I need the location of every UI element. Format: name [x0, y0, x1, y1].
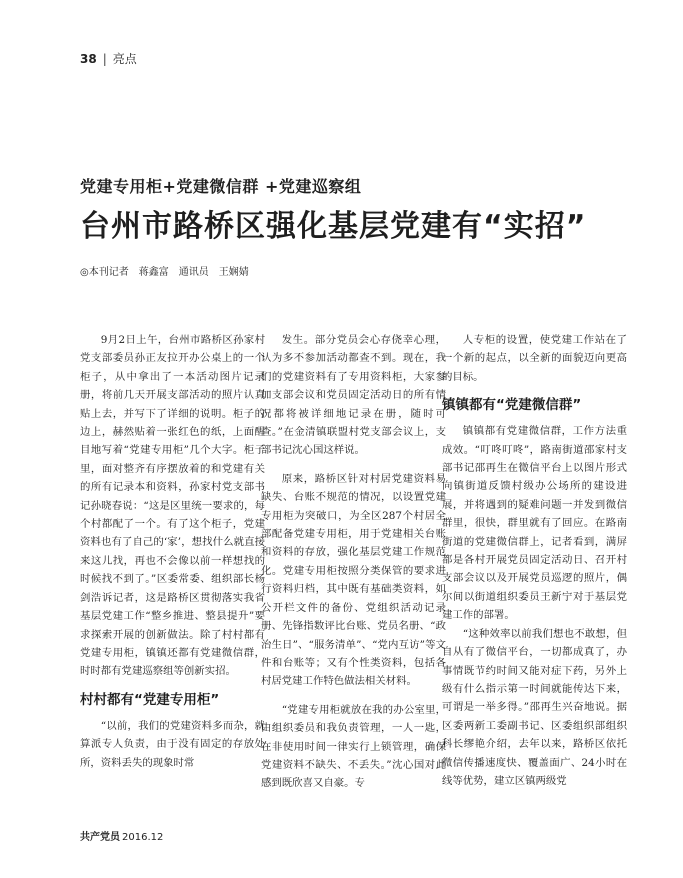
page-header [80, 50, 137, 67]
byline-correspondent: 王娴婧 [218, 267, 249, 278]
page-footer [80, 828, 163, 843]
byline-role: 通讯员 [178, 267, 209, 278]
article-subtitle: 党建专用柜+党建微信群 +党建巡察组 [80, 177, 362, 196]
section-heading: 村村都有“党建专用柜” [80, 691, 220, 708]
paragraph: 原来，路桥区针对村居党建资料易缺失、台账不规范的情况，以设置党建专用柜为突破口，为全区287个村居全部配备党建专用柜，用于党建相关台账和资料的存放，强化基层党建工作规范化。党建专用柜按照分类保管的要求进行资料归档，其中既有基础类资料，如公开栏文件的备份、党组织活动记录册、先锋指数评比台账、党员名册、“政治生日”、“服务清单”、“党内互访”等文件和台账等；又有个性类资料，包括各村居党建工作特色做法相关材料。 [261, 472, 446, 688]
paragraph: 发生。部分党员会心存侥幸心理，认为多不参加活动都查不到。现在，我们的党建资料有了专用资料柜，大家参加支部会议和党员固定活动日的所有情况都将被详细地记录在册，随时可查。”在金清镇联盟村党支部会议上，支部书记沈心国这样说。 [261, 334, 446, 457]
paragraph: “以前，我们的党建资料多而杂，就算派专人负责，由于没有固定的存放处所，资料丢失的现象时常 [80, 719, 265, 769]
paragraph: 镇镇都有党建微信群，工作方法重成效。“叮咚叮咚”，路南街道邵家村支部书记邵再生在微信平台上以图片形式向镇街道反馈村级办公场所的建设进展，并将遇到的疑难问题一并发到微信群里，很快，群里就有了回应。在路南街道的党建微信群上，记者看到，满屏都是各村开展党员固定活动日、召开村支部会议以及开展党员巡逻的照片，偶尔间以街道组织委员王新宁对于基层党建工作的部署。 [442, 425, 627, 622]
byline-reporter: 蒋鑫富 [138, 267, 169, 278]
article-title: 台州市路桥区强化基层党建有“实招” [80, 209, 587, 244]
text-column-1 [80, 331, 265, 772]
issue-number: 2016.12 [122, 832, 164, 843]
header-divider: | [102, 52, 107, 66]
paragraph: 人专柜的设置，使党建工作站在了一个新的起点，以全新的面貌迈向更高的目标。 [442, 334, 627, 383]
byline-label: ◎本刊记者 [80, 267, 129, 278]
text-column-3 [442, 331, 627, 790]
paragraph: 9月2日上午，台州市路桥区孙家村党支部委员孙正友拉开办公桌上的一个柜子，从中拿出了一本活动图片记录册，将前几天开展支部活动的照片认真贴上去，并写下了详细的说明。柜子的边上，赫然贴着一张红色的纸，上面醒目地写着“党建专用柜”几个大字。柜子里，面对整齐有序摆放着的和党建有关的所有记录本和资料，孙家村党支部书记孙晓春说：“这是区里统一要求的，每个村都配了一个。有了这个柜子，党建资料也有了自己的‘家’，想找什么就直接来这儿找，再也不会像以前一样想找的时候找不到了。”区委常委、组织部长杨剑浩诉记者，这是路桥区贯彻落实我省基层党建工作“整乡推进、整县提升”要求探索开展的创新做法。除了村村都有党建专用柜，镇镇还都有党建微信群，时时都有党建巡察组等创新实招。 [80, 334, 265, 678]
paragraph: “这种效率以前我们想也不敢想，但自从有了微信平台，一切都成真了，办事情既节约时间又能对症下药，另外上级有什么指示第一时间就能传达下来，可谓是一举多得。”邵再生兴奋地说。据区委两新工委副书记、区委组织部组织科长缪艳介绍，去年以来，路桥区依托微信传播速度快、覆盖面广、24小时在线等优势，建立区镇两级党 [442, 627, 627, 787]
magazine-name: 共产党员 [80, 832, 120, 843]
section-name: 亮点 [112, 52, 137, 66]
byline [80, 263, 259, 278]
page-number: 38 [80, 52, 97, 66]
text-column-2 [261, 331, 446, 793]
paragraph: “党建专用柜就放在我的办公室里，由组织委员和我负责管理，一人一匙，在非使用时间一律实行上锁管理，确保党建资料不缺失、不丢失。”沈心国对此感到既欣喜又自豪。专 [261, 703, 446, 790]
section-heading: 镇镇都有“党建微信群” [442, 397, 582, 414]
